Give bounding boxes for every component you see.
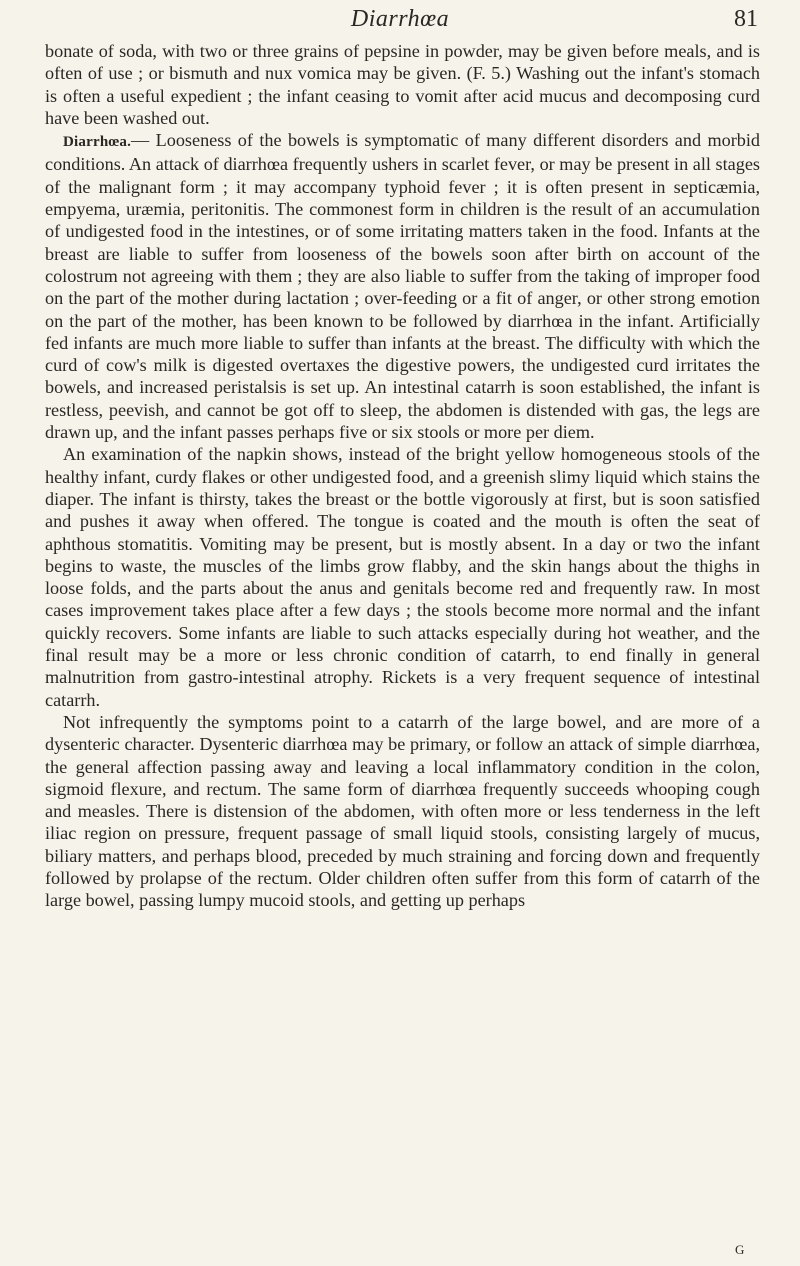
section-heading-diarrhoea: Diarrhœa. <box>63 134 132 151</box>
paragraph-2 <box>45 129 760 443</box>
page-header <box>0 6 800 40</box>
paragraph-1: bonate of soda, with two or three grains of pepsine in powder, may be given before meals, and is often of use ; or bismuth and nux vomica may be given. (F. 5.) Washing out the infant's stomach is often a useful expedient ; the infant ceasing to vomit after acid mucus and decomposing curd have been washed out. <box>45 41 760 128</box>
page-number: 81 <box>734 6 758 32</box>
paragraph-3: An examination of the napkin shows, instead of the bright yellow homogeneous stools of the healthy infant, curdy flakes or other undigested food, and a greenish slimy liquid which stains the diaper. The infant is thirsty, takes the breast or the bottle vigorously at first, but is soon satisfied and pushes it away when offered. The tongue is coated and the mouth is often the seat of aphthous stomatitis. Vomiting may be present, but is mostly absent. In a day or two the infant begins to waste, the muscles of the limbs grow flabby, and the skin hangs about the thighs in loose folds, and the parts about the anus and genitals become red and frequently raw. In most cases improvement takes place after a few days ; the stools become more normal and the infant quickly recovers. Some infants are liable to such attacks especially during hot weather, and the final result may be a more or less chronic condition of catarrh, to end finally in general malnutrition from gastro-intestinal atrophy. Rickets is a very frequent sequence of intestinal catarrh. <box>45 444 760 710</box>
running-head: Diarrhœa <box>350 6 450 32</box>
paragraph-4: Not infrequently the symptoms point to a catarrh of the large bowel, and are more of a dysenteric character. Dysenteric diarrhœa may be primary, or follow an attack of simple diarrhœa, the general affection passing away and leaving a local inflammatory condition in the colon, sigmoid flexure, and rectum. The same form of diarrhœa frequently succeeds whooping cough and measles. There is distension of the abdomen, with often more or less tenderness in the left iliac region on pressure, frequent passage of small liquid stools, consisting largely of mucus, biliary matters, and perhaps blood, preceded by much straining and forcing down and frequently followed by prolapse of the rectum. Older children often suffer from this form of catarrh of the large bowel, passing lumpy mucoid stools, and getting up perhaps <box>45 711 760 911</box>
paragraph-2-text: — Looseness of the bowels is symptomatic of many different disorders and morbid conditions. An attack of diarrhœa frequently ushers in scarlet fever, or may be present in all stages of the malignant form ; it may accompany typhoid fever ; it is often present in septicæmia, empyema, uræmia, peritonitis. The commonest form in children is the result of an accumulation of undigested food in the intestines, or of some irritating matters taken in the food. Infants at the breast are liable to suffer from looseness of the bowels soon after birth on account of the colostrum not agreeing with them ; they are also liable to suffer from the taking of improper food on the part of the mother during lactation ; over-feeding or a fit of anger, or other strong emotion on the part of the mother, has been known to be followed by diarrhœa in the infant. Artificially fed infants are much more liable to suffer than infants at the breast. The difficulty with which the curd of cow's milk is digested overtaxes the digestive powers, the undigested curd irritates the bowels, and increased peristalsis is set up. An intestinal catarrh is soon established, the infant is restless, peevish, and cannot be got off to sleep, the abdomen is distended with gas, the legs are drawn up, and the infant passes perhaps five or six stools or more per diem. <box>45 130 760 443</box>
body-text <box>45 40 760 912</box>
signature-mark: G <box>735 1242 745 1257</box>
